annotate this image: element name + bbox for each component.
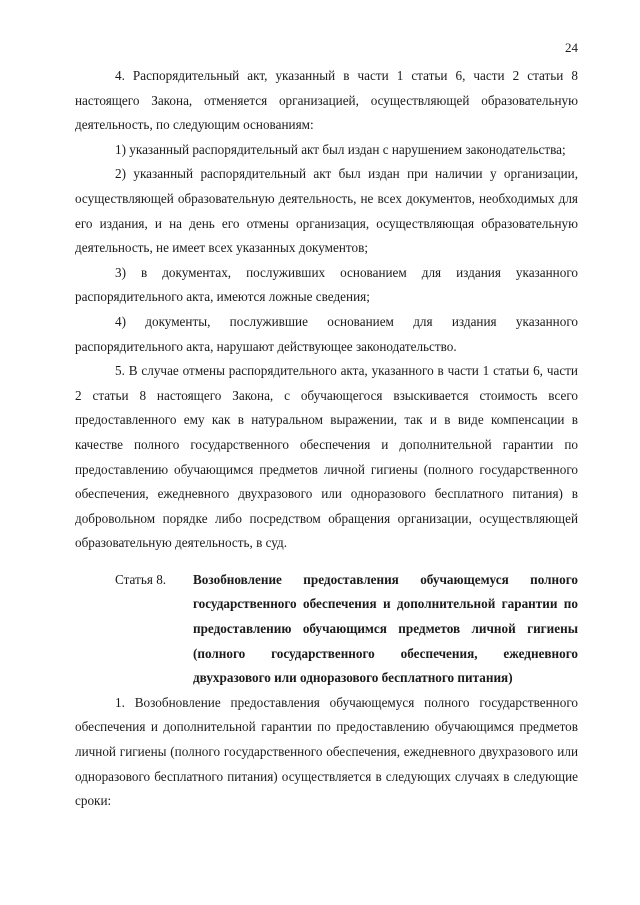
paragraph-part-5: 5. В случае отмены распорядительного акта, указанного в части 1 статьи 6, части 2 статьи 8 настоящего Закона, с обучающегося взыскивается стоимость всего предоставленного ему как в натуральном выражении, так и в виде компенсации в качестве полного государственного обеспечения и дополнительной гарантии по предоставлению обучающимся предметов личной гигиены (полного государственного обеспечения, ежедневного двухразового или одноразового бесплатного питания) в добровольном порядке либо посредством обращения организации, осуществляющей образовательную деятельность, в суд.	[75, 363, 578, 551]
article-label: Статья 8.	[115, 571, 167, 587]
article-heading	[75, 568, 578, 691]
article-title: Возобновление предоставления обучающемуся полного государственного обеспечения и дополнительной гарантии по предоставлению обучающимся предметов личной гигиены (полного государственного обеспечения, ежедневного двухразового или одноразового бесплатного питания)	[193, 571, 578, 686]
article-paragraph-1: 1. Возобновление предоставления обучающемуся полного государственного обеспечения и дополнительной гарантии по предоставлению обучающимся предметов личной гигиены (полного государственного обеспечения, ежедневного двухразового или одноразового бесплатного питания) осуществляется в следующих случаях в следующие сроки:	[75, 694, 578, 809]
list-item-2: 2) указанный распорядительный акт был издан при наличии у организации, осуществляющей образовательную деятельность, не всех документов, необходимых для его издания, и на день его отмены организация, осуществляющая образовательную деятельность, не имеет всех указанных документов;	[75, 166, 578, 256]
document-body	[75, 64, 578, 814]
list-item-4: 4) документы, послужившие основанием для издания указанного распорядительного акта, нарушают действующее законодательство.	[75, 313, 578, 354]
page-number: 24	[565, 40, 578, 55]
paragraph-part-4: 4. Распорядительный акт, указанный в части 1 статьи 6, части 2 статьи 8 настоящего Закона, отменяется организацией, осуществляющей образовательную деятельность, по следующим основаниям:	[75, 68, 578, 133]
list-item-1: 1) указанный распорядительный акт был издан с нарушением законодательства;	[115, 141, 566, 157]
list-item-3: 3) в документах, послуживших основанием для издания указанного распорядительного акта, имеются ложные сведения;	[75, 264, 578, 305]
